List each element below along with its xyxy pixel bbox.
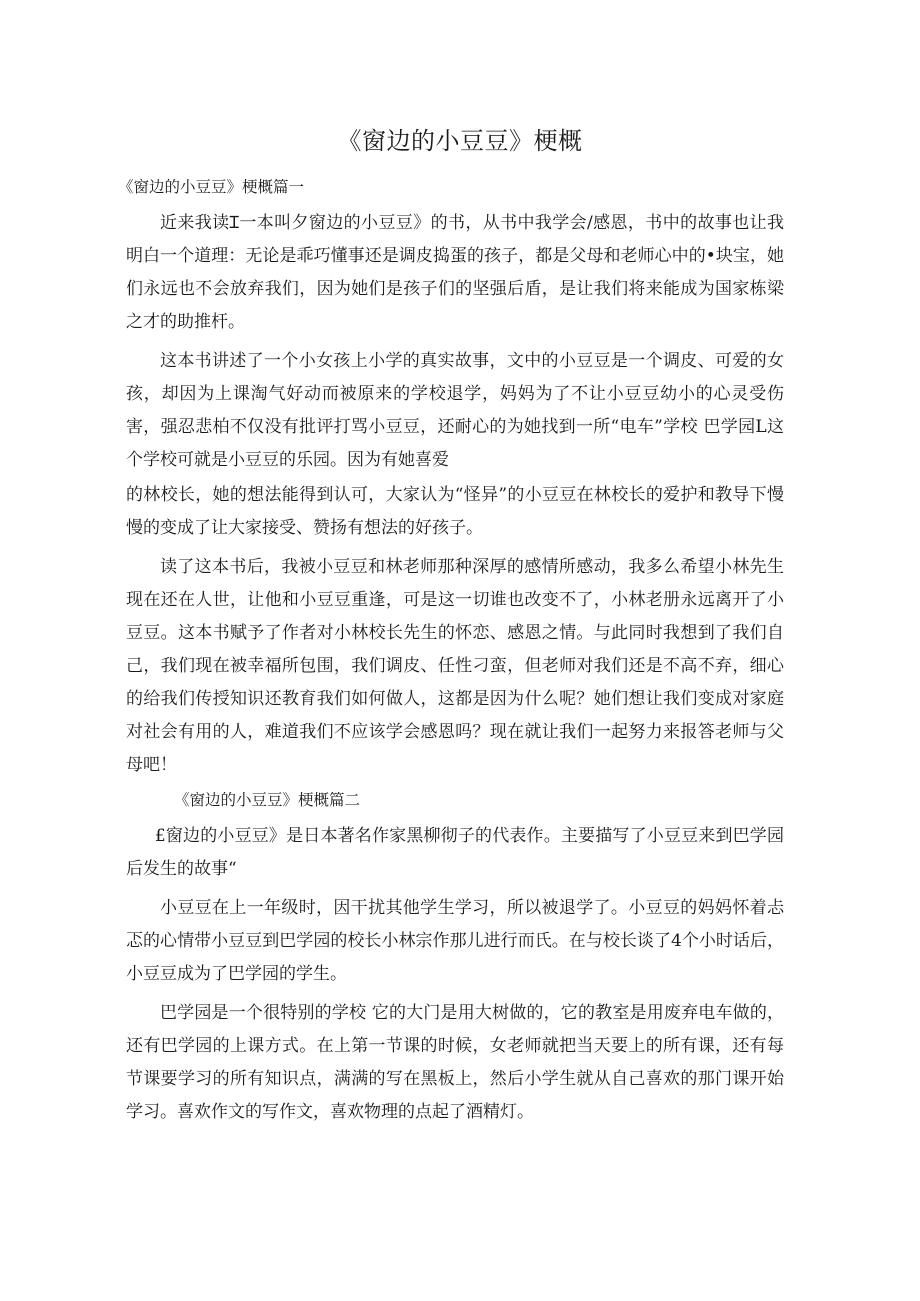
section-heading: 《窗边的小豆豆》梗概篇一 bbox=[118, 178, 305, 196]
paragraph: 小豆豆在上一年级时，因干扰其他学生学习，所以被退学了。小豆豆的妈妈怀着忐忑的心情带小豆豆到巴学园的校长小林宗作那儿进行而氏。在与校长谈了4个小时话后，小豆豆成为了巴学园的学生。 bbox=[126, 898, 784, 984]
paragraph: 的林校长，她的想法能得到认可，大家认为“怪异”的小豆豆在林校长的爱护和教导下慢慢的变成了让大家接受、赞扬有想法的好孩子。 bbox=[126, 485, 784, 538]
document-title: 《窗边的小豆豆》梗概 bbox=[337, 127, 583, 155]
paragraph: 巴学园是一个很特别的学校 它的大门是用大树做的，它的教室是用废弃电车做的，还有巴学园的上课方式。在上第一节课的时候，女老师就把当天要上的所有课，还有每节课要学习的所有知识点，满满的写在黑板上，然后小学生就从自己喜欢的那门课开始学习。喜欢作文的写作文，喜欢物理的点起了酒精灯。 bbox=[126, 1003, 784, 1122]
paragraph: 近来我读Ɪ一本叫夕窗边的小豆豆》的书，从书中我学会/感恩，书中的故事也让我明白一个道理：无论是乖巧懂事还是调皮捣蛋的孩子，都是父母和老师心中的•块宝，她们永远也不会放弃我们，因为她们是孩子们的坚强后盾，是让我们将来能成为国家栋梁之才的助推杆。 bbox=[126, 213, 784, 332]
document-body bbox=[118, 171, 784, 1131]
paragraph: 这本书讲述了一个小女孩上小学的真实故事，文中的小豆豆是一个调皮、可爱的女孩，却因为上课淘气好动而被原来的学校退学，妈妈为了不让小豆豆幼小的心灵受伤害，强忍悲柏不仅没有批评打骂小豆豆，还耐心的为她找到一所“电车”学校 巴学园L这个学校可就是小豆豆的乐园。因为有她喜爱 bbox=[126, 351, 784, 470]
section-heading: 《窗边的小豆豆》梗概篇二 bbox=[174, 791, 361, 809]
paragraph: £窗边的小豆豆》是日本著名作家黑柳彻子的代表作。主要描写了小豆豆来到巴学园后发生的故事“ bbox=[126, 826, 784, 879]
paragraph: 读了这本书后，我被小豆豆和林老师那种深厚的感情所感动，我多么希望小林先生现在还在人世，让他和小豆豆重逢，可是这一切谁也改变不了，小林老册永远离开了小豆豆。这本书赋予了作者对小林校长先生的怀恋、感恩之情。与此同时我想到了我们自己，我们现在被幸福所包围，我们调皮、任性刁蛮，但老师对我们还是不高不弃，细心的给我们传授知识还教育我们如何做人，这都是因为什么呢？她们想让我们变成对家庭对社会有用的人，难道我们不应该学会感恩吗？现在就让我们一起努力来报答老师与父母吧！ bbox=[126, 557, 784, 775]
